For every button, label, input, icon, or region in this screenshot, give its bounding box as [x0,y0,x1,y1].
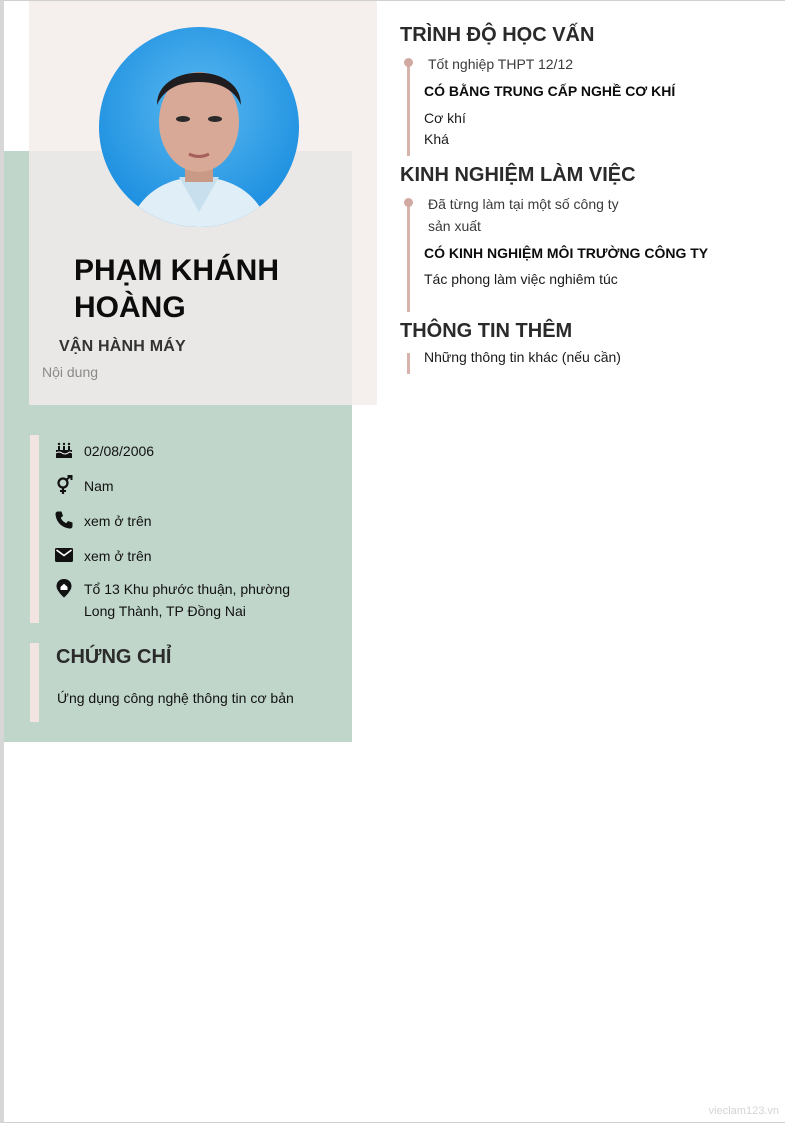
education-timeline [407,60,410,156]
mail-icon [54,545,74,565]
avatar [99,27,299,227]
education-timeline-dot [404,58,413,67]
education-school: CÓ BẰNG TRUNG CẤP NGHỀ CƠ KHÍ [424,83,676,99]
additional-info-heading: THÔNG TIN THÊM [400,320,573,342]
position-note: Nội dung [42,364,99,380]
job-position: VẬN HÀNH MÁY [59,338,186,355]
gender-text: Nam [84,478,114,494]
contact-accent-bar [30,435,39,623]
education-grade: Khá [424,131,449,147]
address-text: Tổ 13 Khu phước thuận, phường Long Thành, TP Đồng Nai [84,581,291,619]
email-text: xem ở trên [84,548,152,564]
experience-description: Tác phong làm việc nghiêm túc [424,271,618,287]
experience-timeline-dot [404,198,413,207]
experience-heading: KINH NGHIỆM LÀM VIỆC [400,164,636,186]
gender-row [54,475,304,497]
phone-icon [54,510,74,530]
additional-info-text: Những thông tin khác (nếu cần) [424,349,621,365]
experience-time-line1: Đã từng làm tại một số công ty [428,196,619,212]
education-time: Tốt nghiệp THPT 12/12 [428,56,574,72]
experience-company: CÓ KINH NGHIỆM MÔI TRƯỜNG CÔNG TY [424,245,709,261]
education-heading: TRÌNH ĐỘ HỌC VẤN [400,24,595,46]
cake-icon [54,440,74,460]
experience-timeline [407,200,410,312]
phone-row [54,510,304,532]
certificate-accent-bar [30,643,39,722]
birthday-text: 02/08/2006 [84,443,155,459]
experience-time-line2: sản xuất [428,218,481,234]
certificate-heading: CHỨNG CHỈ [56,646,172,668]
address-row [54,578,304,622]
gender-icon [54,475,74,495]
email-row [54,545,304,567]
location-icon [54,578,74,598]
watermark: vieclam123.vn [708,1105,779,1117]
birthday-row [54,440,304,462]
additional-info-timeline [407,353,410,374]
education-major: Cơ khí [424,110,466,126]
phone-text: xem ở trên [84,513,152,529]
certificate-item: Ứng dụng công nghệ thông tin cơ bản [57,690,294,706]
candidate-name: PHẠM KHÁNH HOÀNG [74,254,279,324]
